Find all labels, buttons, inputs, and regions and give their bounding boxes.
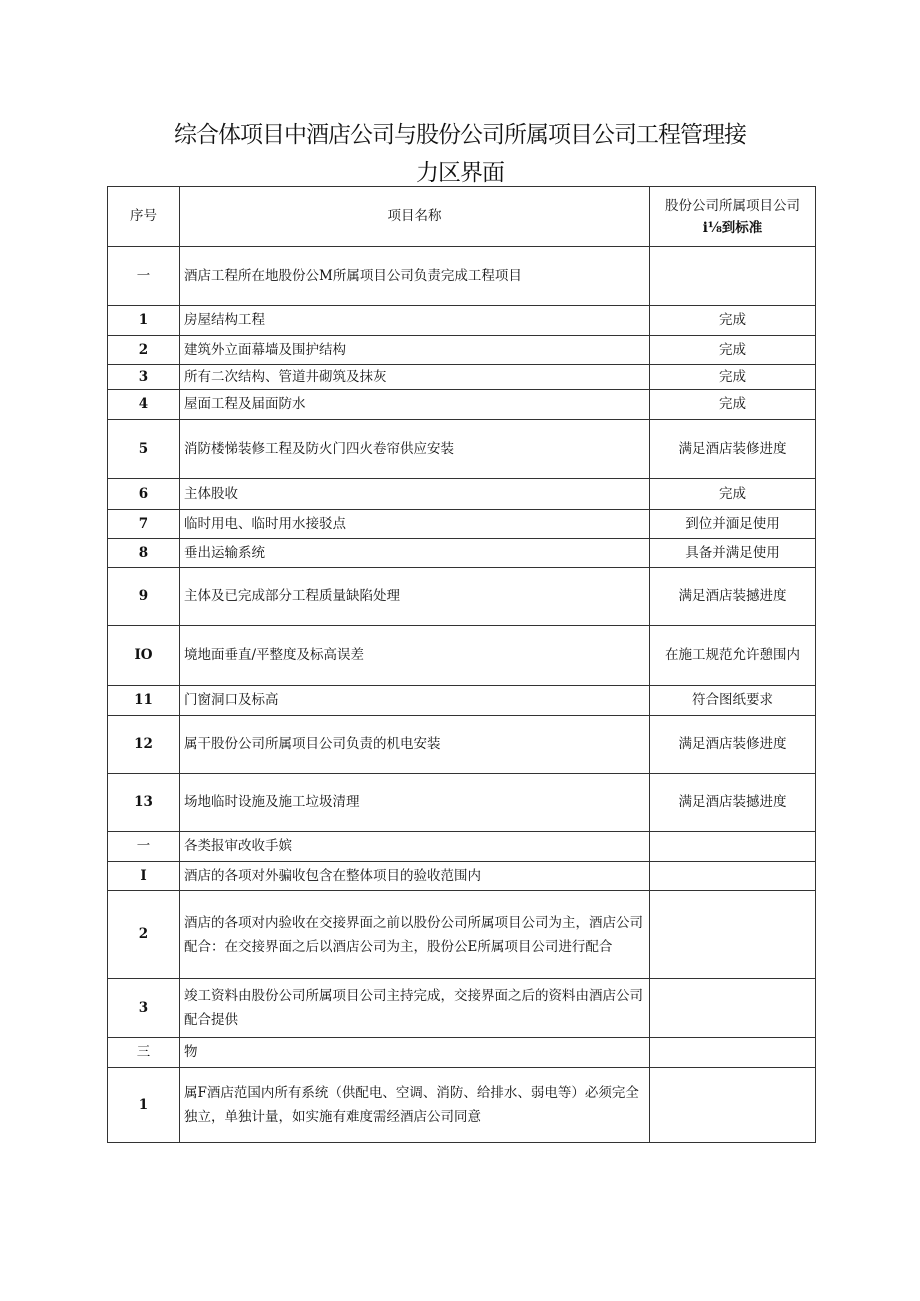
table-row xyxy=(108,510,816,539)
row-no: 11 xyxy=(108,686,180,716)
document-title-line2: 力区界面 xyxy=(416,160,504,186)
row-no: 3 xyxy=(108,979,180,1038)
table-row xyxy=(108,336,816,365)
row-standard xyxy=(650,1068,816,1143)
row-no: 1 xyxy=(108,306,180,336)
row-standard: 满足酒店装撼进度 xyxy=(650,774,816,832)
row-name: 所有二次结构、管道井砌筑及抹灰 xyxy=(180,365,650,390)
row-standard: 完成 xyxy=(650,365,816,390)
row-standard xyxy=(650,891,816,979)
row-name: 酒店的各项对外骗收包含在整体项目的验收范围内 xyxy=(180,862,650,891)
row-no: 8 xyxy=(108,539,180,568)
row-name: 建筑外立面幕墙及围护结构 xyxy=(180,336,650,365)
row-name: 竣工资料由股份公司所属项目公司主持完成，交接界面之后的资料由酒店公司配合提供 xyxy=(180,979,650,1038)
interface-table xyxy=(107,186,816,1143)
row-name: 境地面垂直/平整度及标高误差 xyxy=(180,626,650,686)
table-row xyxy=(108,306,816,336)
row-no: 2 xyxy=(108,891,180,979)
row-name: 属F酒店范国内所有系统（供配电、空调、消防、给排水、弱电等）必须完全独立，单独计量，如实施有难度需经酒店公司同意 xyxy=(180,1068,650,1143)
row-no: 4 xyxy=(108,390,180,420)
row-standard: 到位并湎足使用 xyxy=(650,510,816,539)
row-standard xyxy=(650,862,816,891)
row-standard xyxy=(650,979,816,1038)
row-name: 屋面工程及届面防水 xyxy=(180,390,650,420)
row-name: 消防楼悌装修工程及防火门四火卷帘供应安装 xyxy=(180,420,650,479)
row-name: 房屋结构工程 xyxy=(180,306,650,336)
row-no: 三 xyxy=(108,1038,180,1068)
table-row xyxy=(108,686,816,716)
row-name: 酒店的各项对内验收在交接界面之前以股份公司所属项目公司为主，酒店公司配合：在交接界面之后以酒店公司为主，股份公E所属项目公司进行配合 xyxy=(180,891,650,979)
table-row xyxy=(108,568,816,626)
row-standard xyxy=(650,247,816,306)
row-standard xyxy=(650,832,816,862)
header-standard-line2: i⅛到标准 xyxy=(702,219,763,236)
table-row xyxy=(108,774,816,832)
table-row xyxy=(108,365,816,390)
row-standard: 满足酒店装撼进度 xyxy=(650,568,816,626)
row-standard: 具备并满足使用 xyxy=(650,539,816,568)
table-row xyxy=(108,539,816,568)
table-row xyxy=(108,420,816,479)
table-row xyxy=(108,891,816,979)
row-standard: 完成 xyxy=(650,306,816,336)
header-no: 序号 xyxy=(108,187,180,247)
header-name: 项目名称 xyxy=(180,187,650,247)
row-standard: 满足酒店装修进度 xyxy=(650,420,816,479)
row-name: 各类报审改收手嫔 xyxy=(180,832,650,862)
row-standard: 完成 xyxy=(650,390,816,420)
row-name: 主体及已完成部分工程质量缺陷处理 xyxy=(180,568,650,626)
row-name: 属干股份公司所属项目公司负责的机电安装 xyxy=(180,716,650,774)
row-name: 场地临时设施及施工垃圾清理 xyxy=(180,774,650,832)
row-no: 7 xyxy=(108,510,180,539)
row-name: 物 xyxy=(180,1038,650,1068)
row-standard: 满足酒店装修进度 xyxy=(650,716,816,774)
row-standard: 完成 xyxy=(650,479,816,510)
table-row xyxy=(108,390,816,420)
row-name: 临时用电、临时用水接驳点 xyxy=(180,510,650,539)
row-no: 6 xyxy=(108,479,180,510)
row-no: 2 xyxy=(108,336,180,365)
row-standard xyxy=(650,1038,816,1068)
row-name: 主体股收 xyxy=(180,479,650,510)
row-name: 门窗洞口及标高 xyxy=(180,686,650,716)
row-no: 1 xyxy=(108,1068,180,1143)
table-row xyxy=(108,716,816,774)
table-row xyxy=(108,979,816,1038)
table-row xyxy=(108,862,816,891)
table-row xyxy=(108,479,816,510)
row-standard: 在施工规范允许憩围内 xyxy=(650,626,816,686)
row-no: IO xyxy=(108,626,180,686)
table-row xyxy=(108,247,816,306)
table-row xyxy=(108,626,816,686)
row-standard: 符合图纸要求 xyxy=(650,686,816,716)
section-row xyxy=(108,832,816,862)
table-row xyxy=(108,1068,816,1143)
row-no: 3 xyxy=(108,365,180,390)
row-no: 13 xyxy=(108,774,180,832)
row-no: 5 xyxy=(108,420,180,479)
header-row xyxy=(108,187,816,247)
row-standard: 完成 xyxy=(650,336,816,365)
header-standard-line1: 股份公司所属项目公司 xyxy=(665,197,800,214)
row-name: 垂出运输系统 xyxy=(180,539,650,568)
header-standard xyxy=(650,187,816,247)
row-no: 9 xyxy=(108,568,180,626)
document-title-line1: 综合体项目中酒店公司与股份公司所属项目公司工程管理接 xyxy=(174,122,746,148)
row-no: 12 xyxy=(108,716,180,774)
row-no: 一 xyxy=(108,832,180,862)
row-no: 一 xyxy=(108,247,180,306)
section-row xyxy=(108,1038,816,1068)
row-name: 酒店工程所在地股份公M所属项目公司负责完成工程项目 xyxy=(180,247,650,306)
row-no: I xyxy=(108,862,180,891)
